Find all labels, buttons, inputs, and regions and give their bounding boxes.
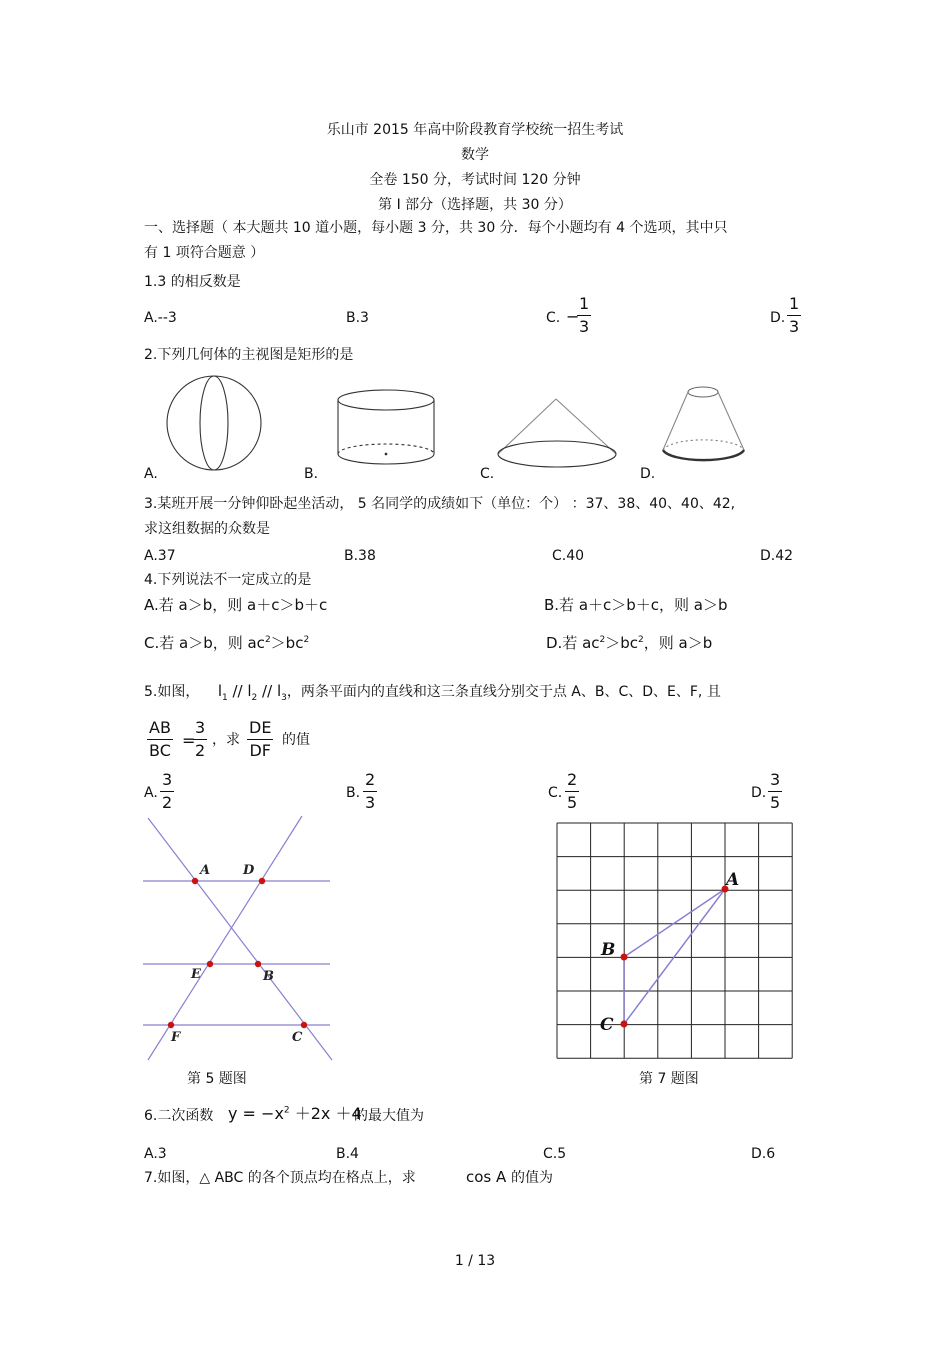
fraction-denominator: 3 [789, 317, 800, 336]
q2-stem: 2.下列几何体的主视图是矩形的是 [144, 347, 354, 363]
exam-title: 乐山市 2015 年高中阶段教育学校统一招生考试 [326, 122, 624, 138]
point-b [255, 961, 261, 967]
fraction-numerator: 3 [195, 718, 206, 737]
sphere-shape [167, 376, 261, 470]
q3-option-b: B.38 [344, 548, 376, 564]
label-a: A [200, 863, 211, 878]
q7-stem-prefix: 7.如图，△ ABC 的各个顶点均在格点上，求 [144, 1170, 416, 1186]
q4-option-c [144, 636, 309, 651]
q5-option-a-fraction: $\frac{3}{2}$ [162, 770, 173, 812]
q6-option-d: D.6 [751, 1146, 776, 1162]
exam-part: 第 I 部分（选择题，共 30 分） [378, 197, 572, 213]
q2-option-c: C. [480, 466, 495, 482]
label-c: C [292, 1030, 303, 1045]
q4-option-d-part3: ，则 a＞b [643, 634, 713, 652]
q2-solids-figure [160, 372, 780, 477]
label-b: B [263, 969, 274, 984]
label-c: C [600, 1015, 614, 1035]
exponent: 2 [303, 635, 310, 645]
label-b: B [601, 940, 616, 960]
point-a [192, 878, 198, 884]
q6-option-a: A.3 [144, 1146, 167, 1162]
q4-option-a: A.若 a＞b，则 a＋c＞b＋c [144, 596, 328, 614]
point-e [207, 961, 213, 967]
q3-option-c: C.40 [552, 548, 585, 564]
q1-option-c-sign: − [566, 307, 580, 326]
point-c [621, 1021, 628, 1028]
cylinder-shape [338, 390, 434, 464]
fraction-denominator: 3 [579, 317, 590, 336]
page-number: 1 / 13 [454, 1253, 496, 1269]
point-d [259, 878, 265, 884]
q5-equals: = [182, 731, 196, 750]
fraction-denominator: BC [149, 741, 171, 760]
q5-ratio-de-df [247, 720, 273, 759]
q3-option-d: D.42 [760, 548, 794, 564]
exponent: 2 [264, 635, 271, 645]
exam-info: 全卷 150 分，考试时间 120 分钟 [369, 172, 581, 188]
fraction-numerator: 1 [579, 294, 590, 313]
q4-option-d [546, 636, 712, 651]
q4-option-d-part1: D.若 ac [546, 634, 600, 652]
q6-stem-suffix: 的最大值为 [354, 1108, 424, 1124]
q7-formula: cos A [466, 1168, 507, 1186]
exponent: 2 [599, 635, 606, 645]
q1-option-b: B.3 [346, 310, 369, 326]
q4-option-c-part2: ＞bc [270, 634, 304, 652]
exponent: 2 [638, 635, 644, 645]
q3-stem-line1: 3.某班开展一分钟仰卧起坐活动， 5 名同学的成绩如下（单位：个） ：37、38、40、40、42, [144, 496, 736, 512]
q5-qiu: ，求 [212, 732, 240, 748]
q5-zhi: 的值 [282, 732, 310, 748]
section-instructions-line1: 一、选择题（ 本大题共 10 道小题，每小题 3 分，共 30 分．每个小题均有 4 个选项，其中只 [144, 220, 728, 236]
q5-option-a-label: A. [144, 785, 158, 801]
q6-stem-prefix: 6.二次函数 [144, 1108, 214, 1124]
frustum-shape [663, 387, 744, 460]
q7-stem-suffix: 的值为 [511, 1170, 553, 1186]
q2-option-a: A. [144, 466, 158, 482]
label-f: F [171, 1030, 181, 1045]
q4-stem: 4.下列说法不一定成立的是 [144, 572, 312, 588]
point-c [301, 1022, 307, 1028]
figure-7 [550, 816, 800, 1064]
q5-ratio-value [193, 720, 207, 759]
q1-stem: 1.3 的相反数是 [144, 274, 241, 290]
figure-5 [140, 812, 335, 1064]
fraction-numerator: DE [249, 718, 272, 737]
grid [557, 823, 792, 1058]
figure-7-caption: 第 7 题图 [639, 1071, 699, 1087]
q5-stem-prefix: 5.如图， [144, 684, 200, 700]
q5-option-c-label: C. [548, 785, 563, 801]
q5-option-d-fraction: $\frac{3}{5}$ [770, 770, 781, 812]
label-d: D [243, 863, 255, 878]
exam-subject: 数学 [461, 147, 489, 163]
fraction-numerator: AB [149, 718, 171, 737]
q5-stem-suffix: ，两条平面内的直线和这三条直线分别交于点 A、B、C、D、E、F, 且 [286, 684, 721, 700]
point-f [168, 1022, 174, 1028]
point-b [621, 954, 628, 961]
q5-parallel-lines: $l_1 // l_2 // l_3$ [217, 682, 287, 703]
q5-option-b-fraction: $\frac{2}{3}$ [365, 770, 376, 812]
q4-option-c-part1: C.若 a＞b，则 ac [144, 634, 265, 652]
q1-option-d-fraction [787, 296, 801, 335]
fraction-denominator: 2 [195, 741, 206, 760]
q5-ratio-ab-bc [147, 720, 173, 759]
q6-formula: $y = -x^2 +2x +4$ [228, 1104, 362, 1123]
label-e: E [191, 967, 201, 982]
q5-option-b-label: B. [346, 785, 361, 801]
q1-option-c-fraction [577, 296, 591, 335]
q2-option-b: B． [304, 466, 328, 482]
figure-5-caption: 第 5 题图 [187, 1071, 247, 1087]
q5-option-c-fraction: $\frac{2}{5}$ [567, 770, 578, 812]
q6-option-c: C.5 [543, 1146, 567, 1162]
q5-option-d-label: D. [751, 785, 767, 801]
q6-option-b: B.4 [336, 1146, 359, 1162]
triangle-abc [624, 889, 725, 1024]
q4-option-b: B.若 a＋c＞b＋c，则 a＞b [544, 596, 728, 614]
cone-shape [498, 399, 616, 467]
q4-option-d-part2: ＞bc [605, 634, 639, 652]
q3-option-a: A.37 [144, 548, 176, 564]
fraction-denominator: DF [249, 741, 271, 760]
q5-stem [144, 684, 721, 703]
section-instructions-line2: 有 1 项符合题意 ） [144, 245, 265, 261]
q2-option-d: D. [640, 466, 656, 482]
q1-option-c-label: C. [546, 310, 561, 326]
fraction-numerator: 1 [789, 294, 800, 313]
q1-option-a: A.--3 [144, 310, 177, 326]
q1-option-d-label: D. [770, 310, 786, 326]
q3-stem-line2: 求这组数据的众数是 [144, 521, 270, 537]
label-a: A [726, 870, 740, 890]
